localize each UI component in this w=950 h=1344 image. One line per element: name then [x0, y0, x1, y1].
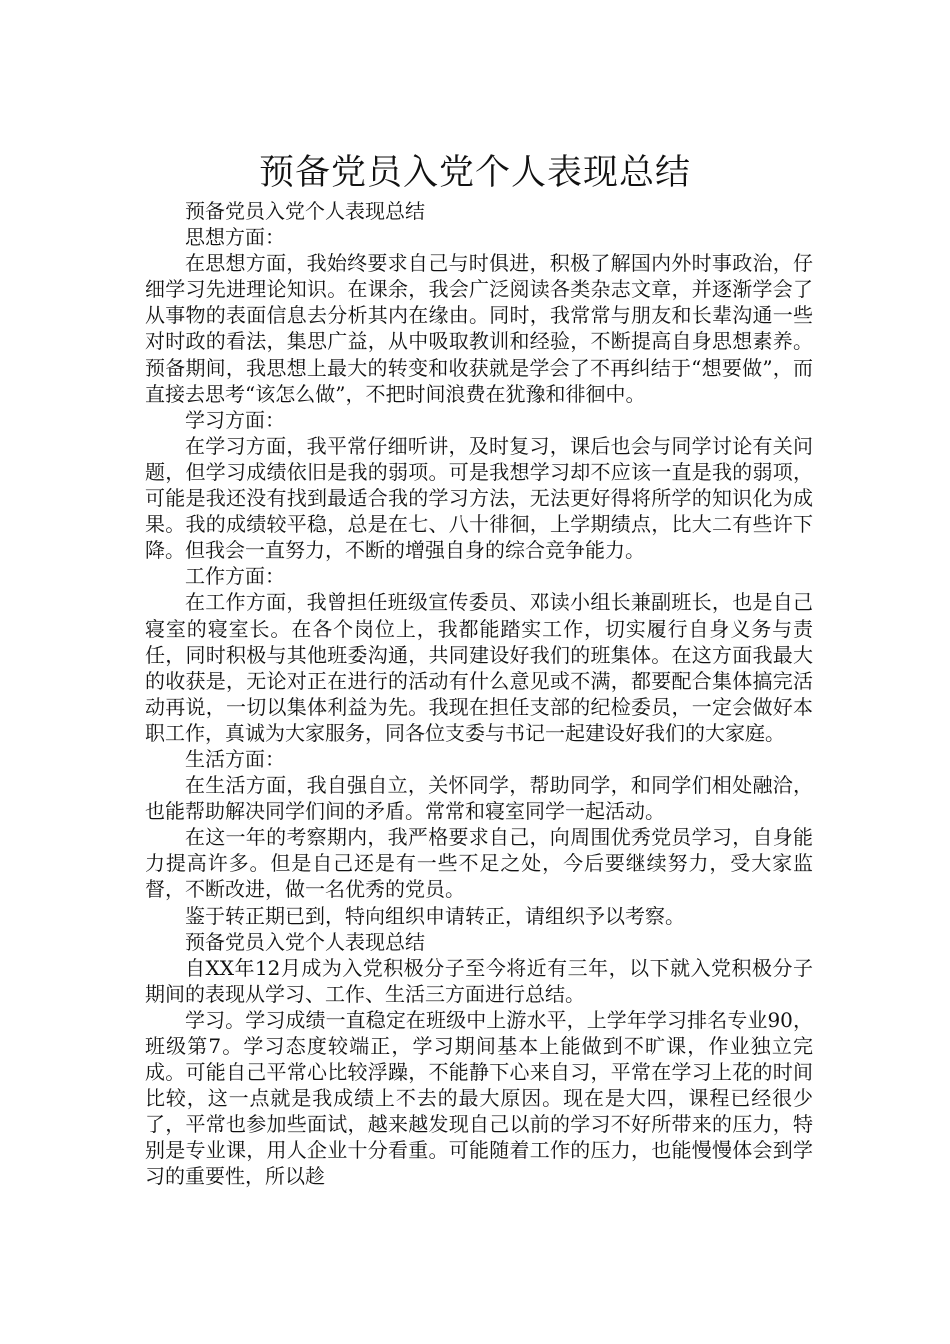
section-heading-life: 生活方面：: [185, 746, 285, 771]
document-title: 预备党员入党个人表现总结: [258, 153, 691, 194]
paragraph: 在思想方面，我始终要求自己与时俱进，积极了解国内外时事政治，仔细学习先进理论知识。在课余，我会广泛阅读各类杂志文章，并逐渐学会了从事物的表面信息去分析其内在缘由。同时，我常常与朋友和长辈沟通一些对时政的看法，集思广益，从中吸取教训和经验，不断提高自身思想素养。预备期间，我思想上最大的转变和收获就是学会了不再纠结于“想要做”，而直接去思考“该怎么做”，不把时间浪费在犹豫和徘徊中。: [145, 251, 813, 406]
paragraph: 自XX年12月成为入党积极分子至今将近有三年，以下就入党积极分子期间的表现从学习、工作、生活三方面进行总结。: [145, 955, 813, 1006]
section-heading-work: 工作方面：: [185, 564, 285, 589]
paragraph: 预备党员入党个人表现总结: [185, 929, 425, 954]
paragraph: 在这一年的考察期内，我严格要求自己，向周围优秀党员学习，自身能力提高许多。但是自己还是有一些不足之处，今后要继续努力，受大家监督，不断改进，做一名优秀的党员。: [145, 825, 813, 902]
paragraph: 在生活方面，我自强自立，关怀同学，帮助同学，和同学们相处融洽，也能帮助解决同学们间的矛盾。常常和寝室同学一起活动。: [145, 773, 813, 824]
document-body: [145, 198, 813, 1190]
paragraph: 鉴于转正期已到，特向组织申请转正，请组织予以考察。: [185, 903, 685, 928]
paragraph: 学习。学习成绩一直稳定在班级中上游水平，上学年学习排名专业90，班级第7。学习态度较端正，学习期间基本上能做到不旷课，作业独立完成。可能自己平常心比较浮躁，不能静下心来自习，平常在学习上花的时间比较，这一点就是我成绩上不去的最大原因。现在是大四，课程已经很少了，平常也参加些面试，越来越发现自己以前的学习不好所带来的压力，特别是专业课，用人企业十分看重。可能随着工作的压力，也能慢慢体会到学习的重要性，所以趁: [145, 1007, 813, 1189]
paragraph: 在学习方面，我平常仔细听讲，及时复习，课后也会与同学讨论有关问题，但学习成绩依旧是我的弱项。可是我想学习却不应该一直是我的弱项，可能是我还没有找到最适合我的学习方法，无法更好得将所学的知识化为成果。我的成绩较平稳，总是在七、八十徘徊，上学期绩点，比大二有些许下降。但我会一直努力，不断的增强自身的综合竞争能力。: [145, 433, 813, 563]
section-heading-thought: 思想方面：: [185, 225, 285, 250]
section-heading-study: 学习方面：: [185, 407, 285, 432]
paragraph: 在工作方面，我曾担任班级宣传委员、邓读小组长兼副班长，也是自己寝室的寝室长。在各个岗位上，我都能踏实工作，切实履行自身义务与责任，同时积极与其他班委沟通，共同建设好我们的班集体。在这方面我最大的收获是，无论对正在进行的活动有什么意见或不满，都要配合集体搞完活动再说，一切以集体利益为先。我现在担任支部的纪检委员，一定会做好本职工作，真诚为大家服务，同各位支委与书记一起建设好我们的大家庭。: [145, 590, 813, 745]
paragraph: 预备党员入党个人表现总结: [185, 199, 425, 223]
